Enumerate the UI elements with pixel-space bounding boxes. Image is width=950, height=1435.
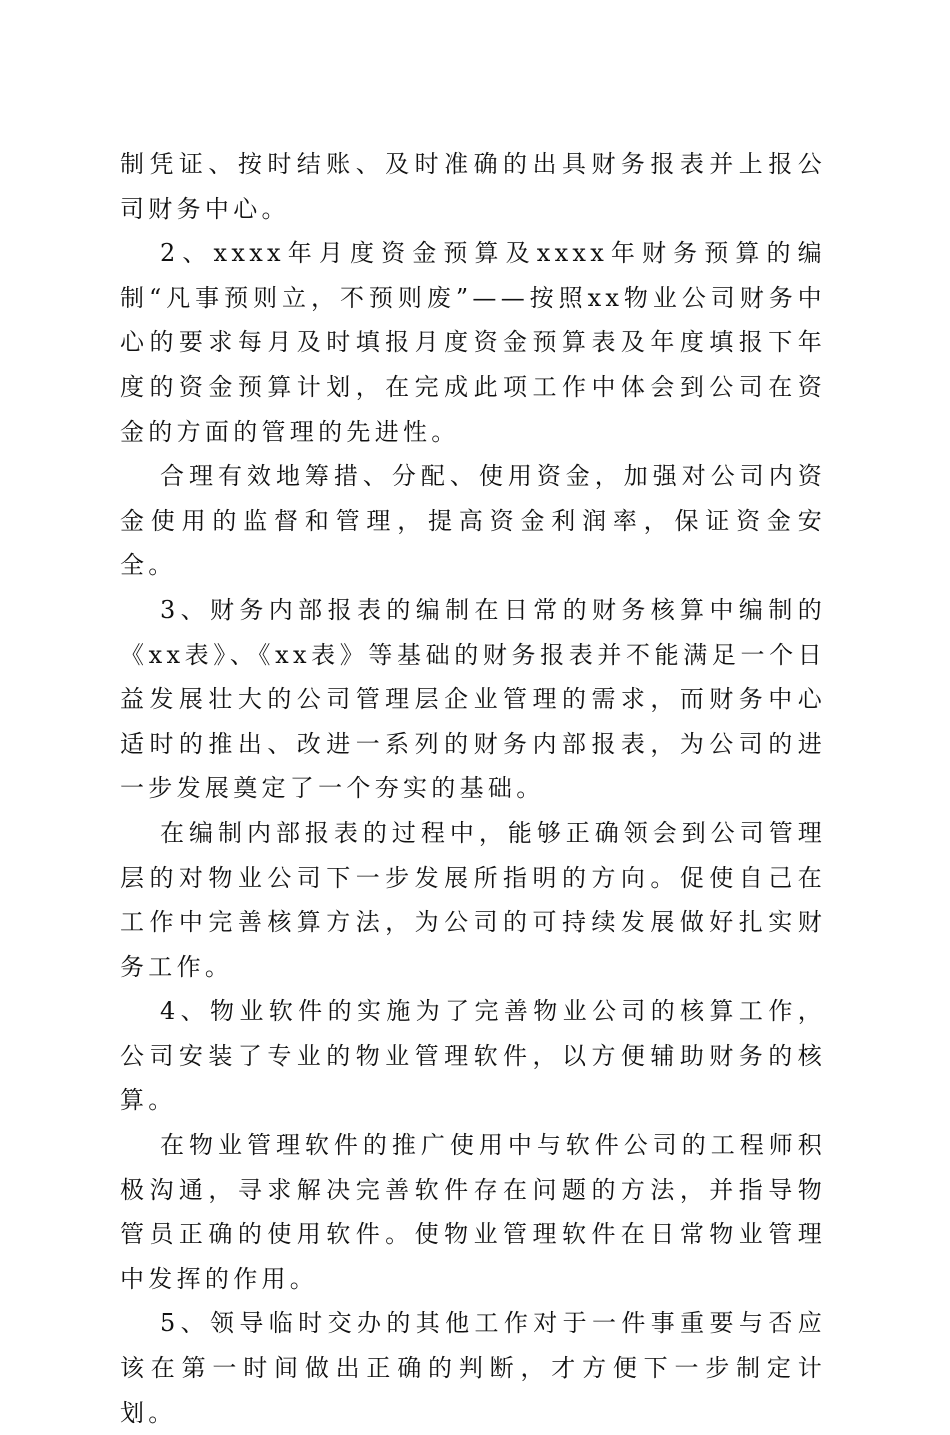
paragraph-3: 合理有效地筹措、分配、使用资金，加强对公司内资金使用的监督和管理，提高资金利润率，保证资金安全。 xyxy=(120,462,826,580)
paragraph-7: 在物业管理软件的推广使用中与软件公司的工程师积极沟通，寻求解决完善软件存在问题的方法，并指导物管员正确的使用软件。使物业管理软件在日常物业管理中发挥的作用。 xyxy=(120,1131,826,1293)
paragraph-8: 5、领导临时交办的其他工作对于一件事重要与否应该在第一时间做出正确的判断，才方便下一步制定计划。 xyxy=(120,1309,826,1427)
paragraph-5: 在编制内部报表的过程中，能够正确领会到公司管理层的对物业公司下一步发展所指明的方向。促使自己在工作中完善核算方法，为公司的可持续发展做好扎实财务工作。 xyxy=(120,818,826,981)
paragraph-2: 2、xxxx年月度资金预算及xxxx年财务预算的编制“凡事预则立，不预则废”——按照xx物业公司财务中心的要求每月及时填报月度资金预算表及年度填报下年度的资金预算计划，在完成此项工作中体会到公司在资金的方面的管理的先进性。 xyxy=(120,239,826,446)
document-body xyxy=(120,142,826,1435)
paragraph-1: 制凭证、按时结账、及时准确的出具财务报表并上报公司财务中心。 xyxy=(120,150,826,223)
paragraph-6: 4、物业软件的实施为了完善物业公司的核算工作，公司安装了专业的物业管理软件，以方便辅助财务的核算。 xyxy=(120,997,826,1115)
paragraph-4: 3、财务内部报表的编制在日常的财务核算中编制的《xx表》、《xx表》等基础的财务报表并不能满足一个日益发展壮大的公司管理层企业管理的需求，而财务中心适时的推出、改进一系列的财务内部报表，为公司的进一步发展奠定了一个夯实的基础。 xyxy=(120,595,826,803)
